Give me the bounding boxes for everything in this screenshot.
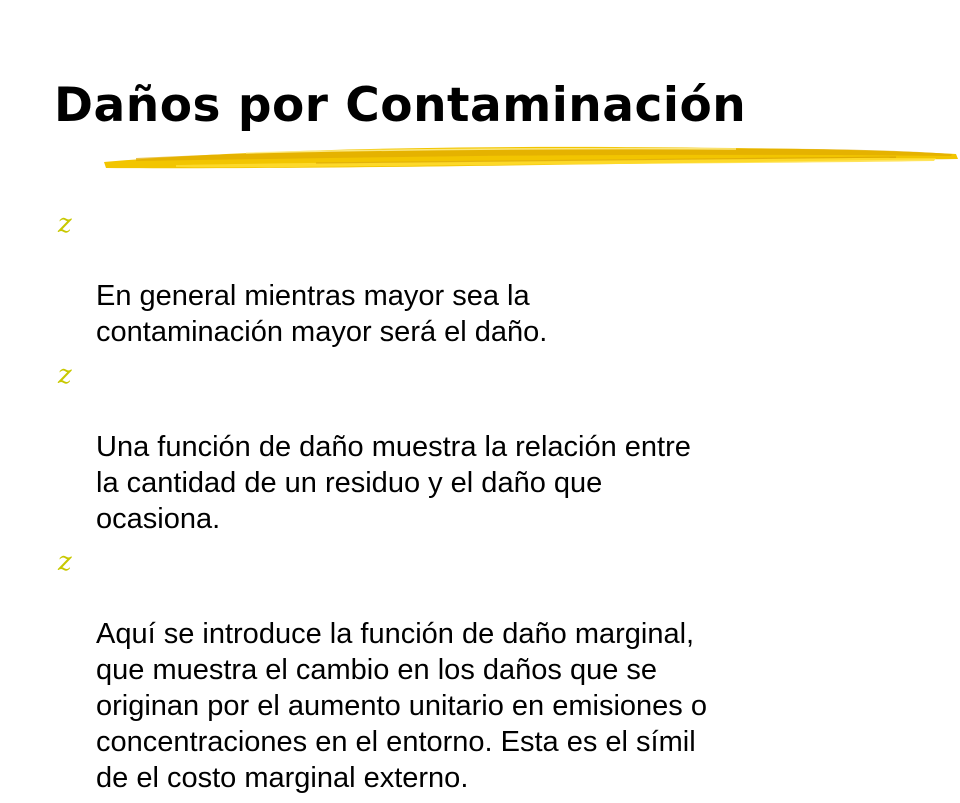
bullet-text: Aquí se introduce la función de daño marginal, que muestra el cambio en los daños que se originan por el aumento unitario en emisiones o concentraciones en el entorno. Esta es el símil de el costo marginal externo. [96, 618, 707, 794]
bullet-text: En general mientras mayor sea la contaminación mayor será el daño. [96, 280, 548, 348]
brush-stroke-underline [96, 134, 960, 176]
bullet-item [58, 206, 918, 350]
bullet-marker: z [58, 360, 72, 390]
bullet-item [58, 544, 918, 796]
bullet-marker: z [58, 209, 72, 239]
slide-title: Daños por Contaminación [54, 78, 747, 133]
bullet-item [58, 357, 918, 537]
bullet-marker: z [58, 547, 72, 577]
bullet-list [58, 206, 918, 803]
bullet-text: Una función de daño muestra la relación entre la cantidad de un residuo y el daño que ocasiona. [96, 431, 691, 535]
